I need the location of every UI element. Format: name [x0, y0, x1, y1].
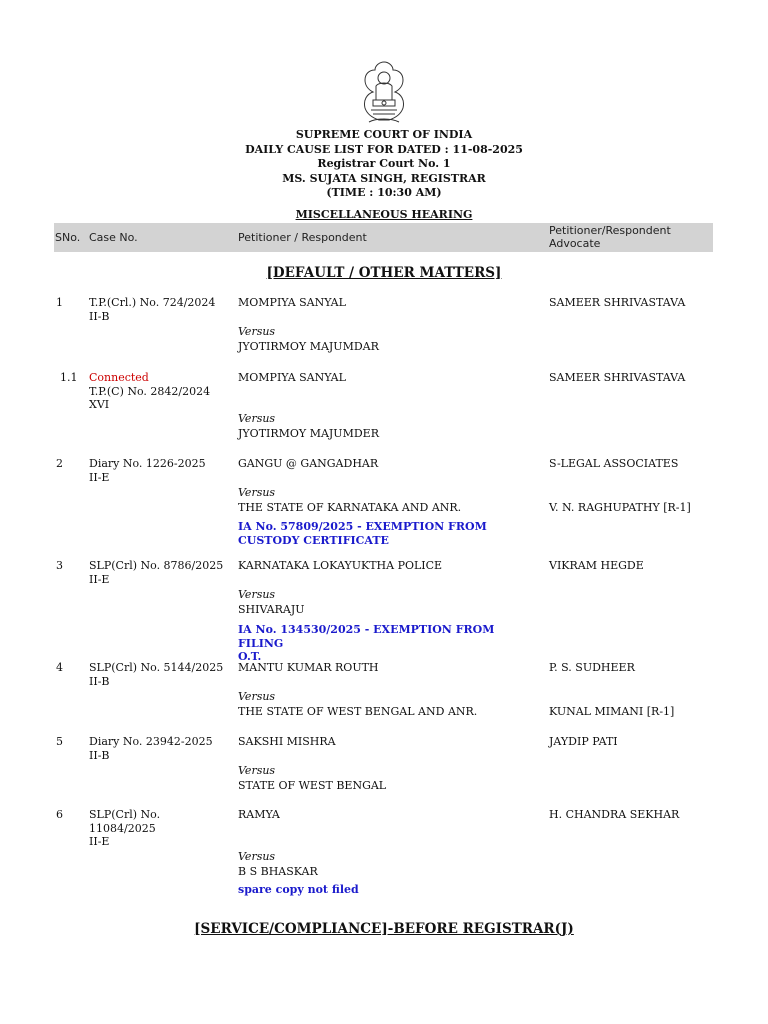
case-number-text: T.P.(C) No. 2842/2024: [89, 384, 211, 398]
petitioner-advocate: P. S. SUDHEER: [549, 661, 635, 674]
case-section: II-E: [89, 572, 110, 586]
registrar-name: MS. SUJATA SINGH, REGISTRAR: [282, 171, 486, 185]
case-number: [89, 808, 229, 849]
ia-note-line: IA No. 134530/2025 - EXEMPTION FROM FILING: [238, 623, 495, 650]
respondent: JYOTIRMOY MAJUMDAR: [238, 340, 379, 353]
ia-note-line: IA No. 57809/2025 - EXEMPTION FROM: [238, 520, 487, 533]
ia-note: [238, 520, 538, 547]
case-sno: 4: [56, 661, 63, 674]
petitioner-advocate: JAYDIP PATI: [549, 735, 618, 748]
office-note: spare copy not filed: [238, 883, 359, 896]
petitioner-advocate: SAMEER SHRIVASTAVA: [549, 296, 686, 309]
case-section: II-B: [89, 309, 110, 323]
petitioner-advocate: VIKRAM HEGDE: [549, 559, 644, 572]
group-title-service: [SERVICE/COMPLIANCE]-BEFORE REGISTRAR(J): [194, 921, 574, 937]
case-number: [89, 296, 229, 323]
case-section: XVI: [89, 398, 110, 411]
case-number: [89, 457, 229, 484]
col-case-no: Case No.: [89, 231, 138, 244]
petitioner-advocate: H. CHANDRA SEKHAR: [549, 808, 680, 821]
case-sno: 2: [56, 457, 63, 470]
petitioner: MOMPIYA SANYAL: [238, 371, 346, 384]
versus-label: Versus: [238, 486, 276, 499]
petitioner: RAMYA: [238, 808, 280, 821]
petitioner: GANGU @ GANGADHAR: [238, 457, 379, 470]
case-number: [89, 559, 229, 586]
case-sno: 6: [56, 808, 63, 821]
versus-label: Versus: [238, 850, 276, 863]
ia-note-line: O.T.: [238, 650, 262, 663]
case-sno: 1.1: [60, 371, 78, 384]
case-section: II-E: [89, 835, 110, 848]
cause-list-date: DAILY CAUSE LIST FOR DATED : 11-08-2025: [245, 142, 523, 156]
case-number-text: Diary No. 23942-2025: [89, 735, 213, 748]
respondent: THE STATE OF WEST BENGAL AND ANR.: [238, 705, 478, 718]
group-title-default: [DEFAULT / OTHER MATTERS]: [266, 265, 502, 281]
petitioner-advocate: SAMEER SHRIVASTAVA: [549, 371, 686, 384]
respondent-advocate: V. N. RAGHUPATHY [R-1]: [549, 501, 691, 514]
hearing-time: (TIME : 10:30 AM): [326, 186, 442, 200]
case-number-text: SLP(Crl) No. 5144/2025: [89, 661, 224, 674]
ia-note: [238, 623, 538, 664]
versus-label: Versus: [238, 690, 276, 703]
versus-label: Versus: [238, 588, 276, 601]
cause-list-header: [0, 128, 768, 201]
case-number: [89, 735, 229, 762]
petitioner: MOMPIYA SANYAL: [238, 296, 346, 309]
case-sno: 3: [56, 559, 63, 572]
case-number: [89, 661, 229, 688]
versus-label: Versus: [238, 325, 276, 338]
case-sno: 1: [56, 296, 63, 309]
respondent: STATE OF WEST BENGAL: [238, 779, 387, 792]
petitioner: KARNATAKA LOKAYUKTHA POLICE: [238, 559, 443, 572]
registrar-court: Registrar Court No. 1: [317, 157, 451, 171]
case-number: [89, 371, 229, 412]
court-name: SUPREME COURT OF INDIA: [295, 128, 473, 141]
respondent-advocate: KUNAL MIMANI [R-1]: [549, 705, 675, 718]
petitioner: SAKSHI MISHRA: [238, 735, 336, 748]
ia-note-line: CUSTODY CERTIFICATE: [238, 533, 389, 547]
case-number-text: SLP(Crl) No.: [89, 808, 161, 821]
respondent: JYOTIRMOY MAJUMDER: [238, 427, 379, 440]
versus-label: Versus: [238, 764, 276, 777]
table-header: [54, 223, 713, 252]
case-section: II-E: [89, 470, 110, 484]
versus-label: Versus: [238, 412, 276, 425]
case-section: II-B: [89, 748, 110, 762]
case-section: II-B: [89, 674, 110, 688]
case-number-text: SLP(Crl) No. 8786/2025: [89, 559, 224, 572]
respondent: SHIVARAJU: [238, 603, 305, 616]
col-sno: SNo.: [55, 231, 81, 244]
case-number-text: T.P.(Crl.) No. 724/2024: [89, 296, 216, 309]
national-emblem-icon: [359, 60, 409, 126]
col-advocate-line1: Petitioner/Respondent: [549, 224, 671, 237]
respondent: B S BHASKAR: [238, 865, 318, 878]
case-number-text: 11084/2025: [89, 821, 156, 835]
respondent: THE STATE OF KARNATAKA AND ANR.: [238, 501, 462, 514]
col-advocate-line2: Advocate: [549, 237, 601, 250]
hearing-type-title: MISCELLANEOUS HEARING: [295, 208, 473, 221]
connected-label: Connected: [89, 371, 149, 384]
petitioner: MANTU KUMAR ROUTH: [238, 661, 379, 674]
case-sno: 5: [56, 735, 63, 748]
col-parties: Petitioner / Respondent: [238, 231, 367, 244]
case-number-text: Diary No. 1226-2025: [89, 457, 206, 470]
petitioner-advocate: S-LEGAL ASSOCIATES: [549, 457, 679, 470]
